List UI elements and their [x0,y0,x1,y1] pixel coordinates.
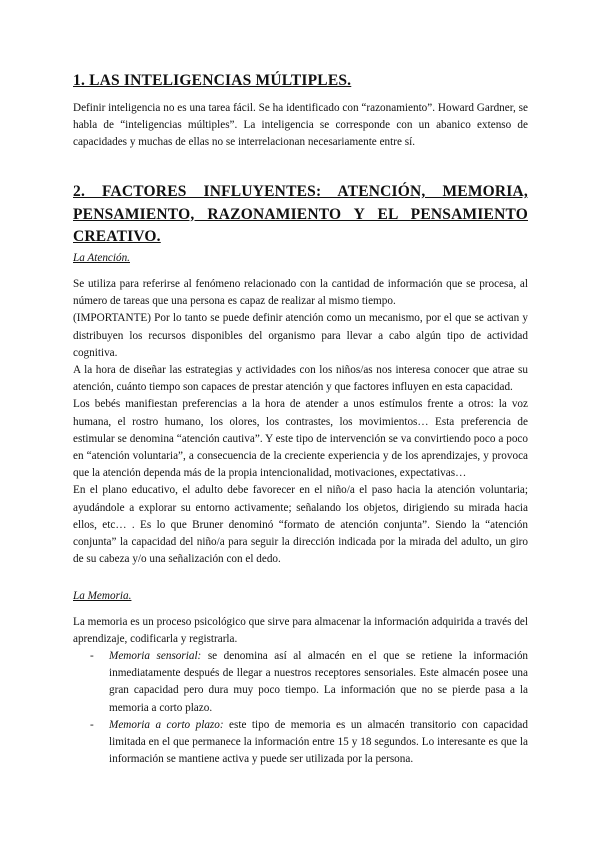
list-item-text: se denomina así al almacén en el que se retiene la información inmediatamente después de llegar a nuestros receptores sensoriales. Este almacén posee una gran capacidad pero dura muy poco tiempo. La información que no se pierde pasa a la memoria a corto plazo. [109,650,529,714]
memoria-list [73,648,528,768]
list-dash: - [90,718,94,731]
list-item-term: Memoria sensorial: [109,650,202,662]
atencion-paragraph-1: Se utiliza para referirse al fenómeno relacionado con la cantidad de información que se procesa, al número de tareas que una persona es capaz de realizar al mismo tiempo. [73,278,528,308]
section-1-heading: 1. LAS INTELIGENCIAS MÚLTIPLES. [73,72,352,89]
atencion-body [73,276,528,568]
atencion-paragraph-4: Los bebés manifiestan preferencias a la hora de atender a unos estímulos frente a otros: la voz humana, el rostro humano, los olores, los contrastes, los movimientos… Esta preferencia de estimular se denomina “atención cautiva”. Y este tipo de intervención se va convirtiendo poco a poco en “atención voluntaria”, a consecuencia de la creciente experiencia y de los aprendizajes, y provoca que la atención dependa más de la propia intencionalidad, motivaciones, expectativas… [73,398,528,480]
atencion-paragraph-3: A la hora de diseñar las estrategias y actividades con los niños/as nos interesa conocer que atrae su atención, cuánto tiempo son capaces de prestar atención y que factores influyen en esta capacidad. [73,364,528,394]
list-item [73,717,528,769]
list-item-text: este tipo de memoria es un almacén transitorio con capacidad limitada en el que permanece la información entre 15 y 18 segundos. Lo interesante es que la información se mantiene activa y puede ser utilizada por la persona. [109,718,528,766]
list-item-term: Memoria a corto plazo: [109,718,224,731]
section-2-heading: 2. FACTORES INFLUYENTES: ATENCIÓN, MEMORIA, PENSAMIENTO, RAZONAMIENTO Y EL PENSAMIENTO CREATIVO. [73,183,528,245]
section-1-paragraph: Definir inteligencia no es una tarea fácil. Se ha identificado con “razonamiento”. Howard Gardner, se habla de “inteligencias múltiples”. La inteligencia se corresponde con un abanico extenso de capacidades y muchas de ellas no se interrelacionan necesariamente entre sí. [73,102,528,149]
list-item [73,648,528,717]
atencion-paragraph-5: En el plano educativo, el adulto debe favorecer en el niño/a el paso hacia la atención voluntaria; ayudándole a explorar su entorno activamente; señalando los objetos, dirigiendo su mirada hacia ellos, etc… . Es lo que Bruner denominó “formato de atención conjunta”. Siendo la “atención conjunta” la capacidad del niño/a para seguir la dirección indicada por la mirada del adulto, un giro de su cabeza y/o una señalización con el dedo. [73,484,528,566]
memoria-intro: La memoria es un proceso psicológico que sirve para almacenar la información adquirida a través del aprendizaje, codificarla y registrarla. [73,616,528,646]
list-dash: - [90,650,94,662]
atencion-paragraph-2: (IMPORTANTE) Por lo tanto se puede definir atención como un mecanismo, por el que se activan y distribuyen los recursos disponibles del organismo para llevar a cabo algún tipo de actividad cognitiva. [73,312,528,359]
memoria-subheading: La Memoria. [73,590,132,602]
atencion-subheading: La Atención. [73,252,130,264]
